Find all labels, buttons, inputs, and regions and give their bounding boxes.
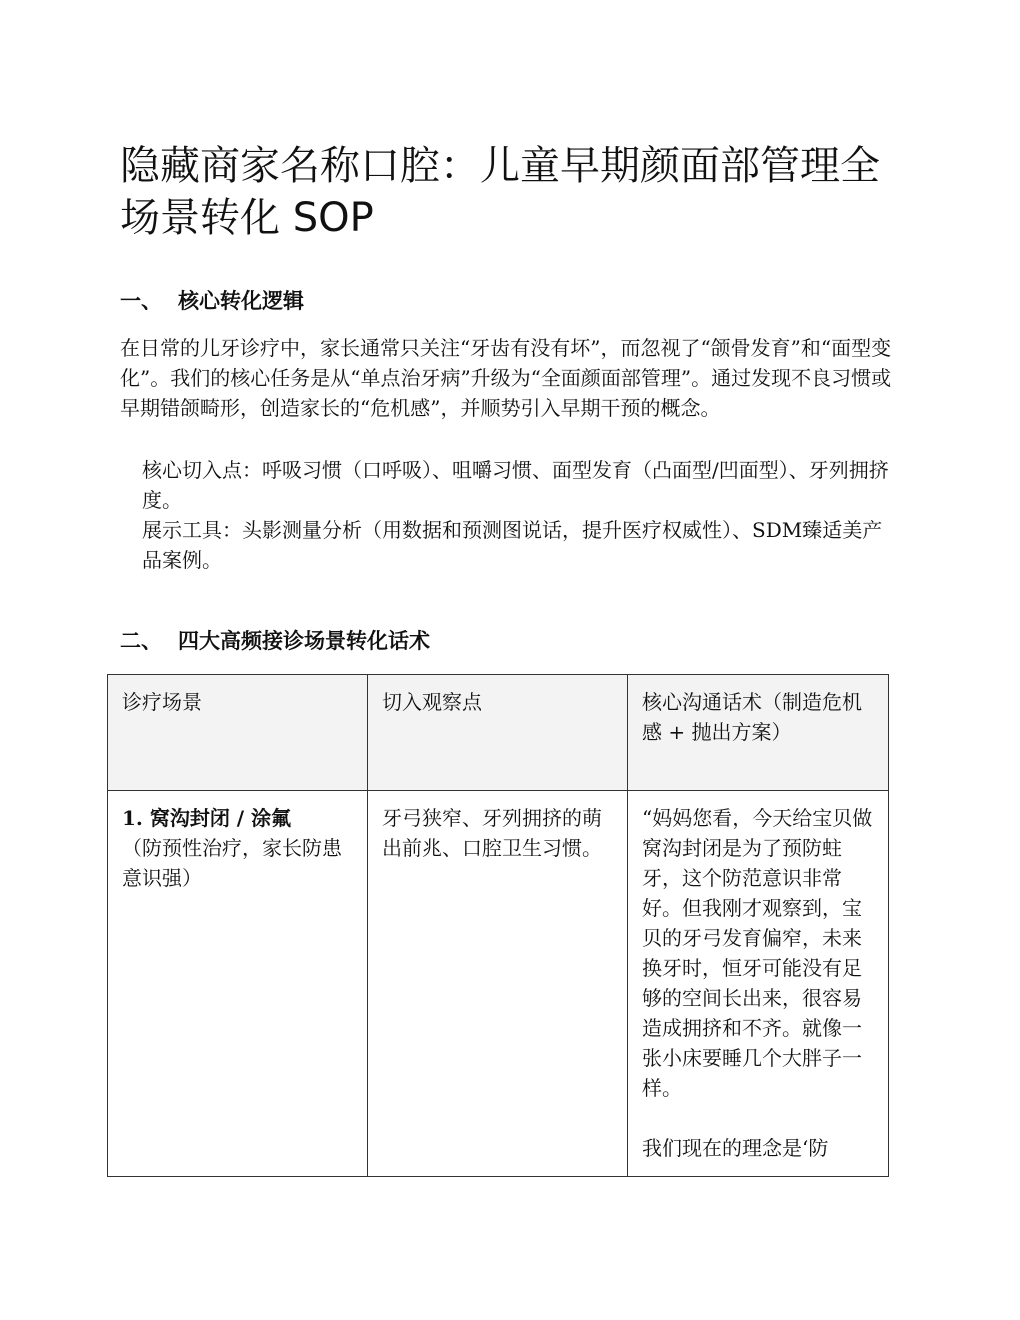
script-paragraph: “妈妈您看，今天给宝贝做窝沟封闭是为了预防蛀牙，这个防范意识非常好。但我刚才观察到，宝贝的牙弓发育偏窄，未来换牙时，恒牙可能没有足够的空间长出来，很容易造成拥挤和不齐。就像一张小床要睡几个大胖子一样。 xyxy=(642,806,873,1100)
scene-note: （防预性治疗，家长防患意识强） xyxy=(122,836,342,890)
observation-cell: 牙弓狭窄、牙列拥挤的萌出前兆、口腔卫生习惯。 xyxy=(368,791,628,1177)
section-heading-1 xyxy=(120,287,304,315)
table-header-row xyxy=(108,675,889,791)
scene-cell xyxy=(108,791,368,1177)
table-row xyxy=(108,791,889,1177)
script-cell xyxy=(628,791,889,1177)
intro-paragraph: 在日常的儿牙诊疗中，家长通常只关注“牙齿有没有坏”，而忽视了“颌骨发育”和“面型变化”。我们的核心任务是从“单点治牙病”升级为“全面颜面部管理”。通过发现不良习惯或早期错颌畸形，创造家长的“危机感”，并顺势引入早期干预的概念。 xyxy=(120,336,892,420)
column-header: 诊疗场景 xyxy=(108,675,368,791)
section-heading-2 xyxy=(120,627,430,655)
column-header: 核心沟通话术（制造危机感 + 抛出方案） xyxy=(628,675,889,791)
section-title: 核心转化逻辑 xyxy=(178,289,304,313)
script-paragraph: 我们现在的理念是‘防 xyxy=(642,1136,829,1160)
section-number: 二、 xyxy=(120,629,162,653)
page-title: 隐藏商家名称口腔：儿童早期颜面部管理全场景转化 SOP xyxy=(120,143,880,241)
column-header: 切入观察点 xyxy=(368,675,628,791)
key-points-list xyxy=(142,455,902,575)
paragraph-gap xyxy=(642,1103,876,1133)
section-number: 一、 xyxy=(120,289,162,313)
section-title: 四大高频接诊场景转化话术 xyxy=(178,629,430,653)
scene-script-table xyxy=(107,674,889,1177)
list-item: 展示工具：头影测量分析（用数据和预测图说话，提升医疗权威性）、SDM臻适美产品案例。 xyxy=(142,518,883,572)
list-item: 核心切入点：呼吸习惯（口呼吸）、咀嚼习惯、面型发育（凸面型/凹面型）、牙列拥挤度。 xyxy=(142,458,889,512)
scene-title: 1. 窝沟封闭 / 涂氟 xyxy=(122,806,292,830)
